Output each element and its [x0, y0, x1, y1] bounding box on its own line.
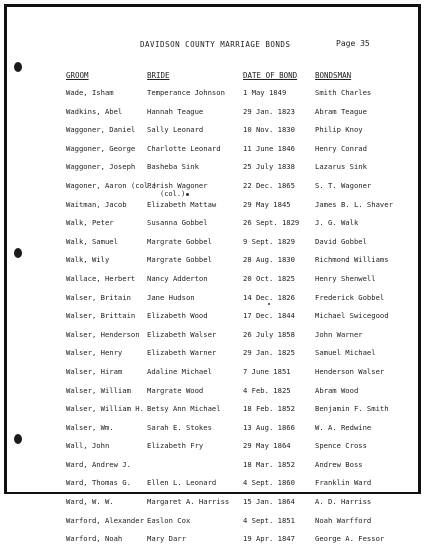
bride-name: Elizabeth Warner: [147, 348, 217, 358]
table-row: [0, 200, 429, 219]
bond-date: 17 Dec. 1844: [243, 311, 295, 321]
table-row: [0, 181, 429, 200]
column-header-groom: GROOM: [66, 71, 89, 80]
groom-name: Warford, Noah: [66, 534, 123, 544]
groom-name: Walk, Wily: [66, 255, 110, 265]
bride-name: Hannah Teague: [147, 106, 204, 116]
bond-date: 18 Feb. 1852: [243, 404, 295, 414]
groom-name: Waggoner, Daniel: [66, 125, 136, 135]
bondsman-name: David Gobbel: [315, 236, 367, 246]
table-row: [0, 144, 429, 163]
bride-name: Adaline Michael: [147, 366, 212, 376]
bondsman-name: George A. Fessor: [315, 534, 385, 544]
groom-name: Walser, Hiram: [66, 366, 123, 376]
scan-speck: [186, 193, 189, 196]
bride-name: Margrate Gobbel: [147, 255, 212, 265]
scan-speck: [268, 303, 270, 305]
bond-date: 29 May 1864: [243, 441, 291, 451]
table-row: [0, 237, 429, 256]
bride-name: Mary Darr: [147, 534, 186, 544]
bride-name: Elizabeth Wood: [147, 311, 208, 321]
bond-date: 28 Aug. 1830: [243, 255, 295, 265]
groom-name: Wall, John: [66, 441, 110, 451]
bride-name: Ellen L. Leonard: [147, 478, 217, 488]
groom-name: Waggoner, George: [66, 143, 136, 153]
groom-name: Ward, W. W.: [66, 497, 114, 507]
bondsman-name: Henderson Walser: [315, 366, 385, 376]
bride-name: Sarah E. Stokes: [147, 422, 212, 432]
table-row: [0, 423, 429, 442]
bride-name: Jane Hudson: [147, 292, 195, 302]
bond-date: 15 Jan. 1864: [243, 497, 295, 507]
table-row: [0, 441, 429, 460]
table-row: [0, 516, 429, 535]
bond-date: 10 Nov. 1830: [243, 125, 295, 135]
bride-name: Susanna Gobbel: [147, 218, 208, 228]
column-header-date: DATE OF BOND: [243, 71, 298, 80]
bond-date: 18 Mar. 1852: [243, 459, 295, 469]
groom-name: Walser, Wm.: [66, 422, 114, 432]
bond-date: 29 Jan. 1823: [243, 106, 295, 116]
bondsman-name: Andrew Boss: [315, 459, 363, 469]
table-row: [0, 460, 429, 479]
bondsman-name: Noah Warfford: [315, 515, 372, 525]
bondsman-name: Richmond Williams: [315, 255, 389, 265]
groom-name: Wallace, Herbert: [66, 273, 136, 283]
bride-name: Easlon Cox: [147, 515, 191, 525]
bond-date: 26 Sept. 1829: [243, 218, 300, 228]
table-row: [0, 478, 429, 497]
bride-name: Elizabeth Walser: [147, 329, 217, 339]
table-row: [0, 367, 429, 386]
bond-date: 22 Dec. 1865: [243, 180, 295, 190]
bond-date: 1 May 1849: [243, 88, 287, 97]
groom-name: Walk, Peter: [66, 218, 114, 228]
groom-name: Walser, Henry: [66, 348, 123, 358]
table-row: [0, 293, 429, 312]
groom-name: Warford, Alexander: [66, 515, 144, 525]
groom-name: Ward, Thomas G.: [66, 478, 131, 488]
punch-hole: [14, 62, 22, 72]
bondsman-name: Abram Teague: [315, 106, 367, 116]
bondsman-name: J. G. Walk: [315, 218, 359, 228]
groom-name: Wagoner, Aaron (col.): [66, 180, 157, 190]
table-row: [0, 386, 429, 405]
bond-date: 29 Jan. 1825: [243, 348, 295, 358]
bondsman-name: James B. L. Shaver: [315, 199, 393, 209]
document-title: DAVIDSON COUNTY MARRIAGE BONDS: [140, 40, 291, 49]
bond-date: 19 Apr. 1847: [243, 534, 295, 544]
column-header-bondsman: BONDSMAN: [315, 71, 352, 80]
bondsman-name: John Warner: [315, 329, 363, 339]
table-row: [0, 330, 429, 349]
table-row: [0, 218, 429, 237]
bond-date: 7 June 1851: [243, 366, 291, 376]
bride-name: Margrate Gobbel: [147, 236, 212, 246]
bondsman-name: Abram Wood: [315, 385, 359, 395]
table-row: [0, 88, 429, 107]
bond-date: 4 Sept. 1851: [243, 515, 295, 525]
groom-name: Walser, William: [66, 385, 131, 395]
bond-date: 4 Sept. 1860: [243, 478, 295, 488]
bride-name: Margrate Wood: [147, 385, 204, 395]
bride-name: Temperance Johnson: [147, 88, 225, 97]
table-row: [0, 125, 429, 144]
table-row: [0, 107, 429, 126]
bride-name: Sally Leonard: [147, 125, 204, 135]
bondsman-name: S. T. Wagoner: [315, 180, 372, 190]
groom-name: Walser, William H.: [66, 404, 144, 414]
bond-date: 14 Dec. 1826: [243, 292, 295, 302]
bond-date: 13 Aug. 1866: [243, 422, 295, 432]
groom-name: Wade, Isham: [66, 88, 114, 97]
bond-date: 20 Oct. 1825: [243, 273, 295, 283]
bride-name: Elizabeth Mattaw: [147, 199, 217, 209]
table-row: [0, 348, 429, 367]
bride-name: Parish Wagoner: [147, 180, 208, 190]
table-row: [0, 534, 429, 553]
bondsman-name: Frederick Gobbel: [315, 292, 385, 302]
column-header-bride: BRIDE: [147, 71, 170, 80]
bride-name: Charlotte Leonard: [147, 143, 221, 153]
table-row: [0, 162, 429, 181]
bondsman-name: Spence Cross: [315, 441, 367, 451]
bondsman-name: Henry Shenwell: [315, 273, 376, 283]
bond-date: 29 May 1845: [243, 199, 291, 209]
bride-name: Margaret A. Harriss: [147, 497, 230, 507]
groom-name: Waggoner, Joseph: [66, 162, 136, 172]
bond-date: 11 June 1846: [243, 143, 295, 153]
marriage-bond-table: [0, 88, 429, 553]
table-row: [0, 404, 429, 423]
groom-name: Wadkins, Abel: [66, 106, 123, 116]
bride-note: (col.): [160, 189, 186, 198]
bond-date: 25 July 1838: [243, 162, 295, 172]
bondsman-name: A. D. Harriss: [315, 497, 372, 507]
bond-date: 26 July 1858: [243, 329, 295, 339]
bride-name: Nancy Adderton: [147, 273, 208, 283]
bond-date: 4 Feb. 1825: [243, 385, 291, 395]
bride-name: Basheba Sink: [147, 162, 199, 172]
bride-name: Betsy Ann Michael: [147, 404, 221, 414]
bondsman-name: Lazarus Sink: [315, 162, 367, 172]
bondsman-name: Smith Charles: [315, 88, 372, 97]
page-number: Page 35: [336, 39, 370, 48]
groom-name: Walk, Samuel: [66, 236, 118, 246]
groom-name: Walser, Henderson: [66, 329, 140, 339]
bondsman-name: Benjamin F. Smith: [315, 404, 389, 414]
groom-name: Ward, Andrew J.: [66, 459, 131, 469]
table-row: [0, 255, 429, 274]
bondsman-name: Michael Swicegood: [315, 311, 389, 321]
groom-name: Walser, Britain: [66, 292, 131, 302]
bondsman-name: Philip Knoy: [315, 125, 363, 135]
bondsman-name: Henry Conrad: [315, 143, 367, 153]
groom-name: Walser, Brittain: [66, 311, 136, 321]
groom-name: Waitman, Jacob: [66, 199, 127, 209]
table-row: [0, 274, 429, 293]
bondsman-name: Samuel Michael: [315, 348, 376, 358]
bond-date: 9 Sept. 1829: [243, 236, 295, 246]
bondsman-name: W. A. Redwine: [315, 422, 372, 432]
bondsman-name: Franklin Ward: [315, 478, 372, 488]
bride-name: Elizabeth Fry: [147, 441, 204, 451]
table-row: [0, 311, 429, 330]
